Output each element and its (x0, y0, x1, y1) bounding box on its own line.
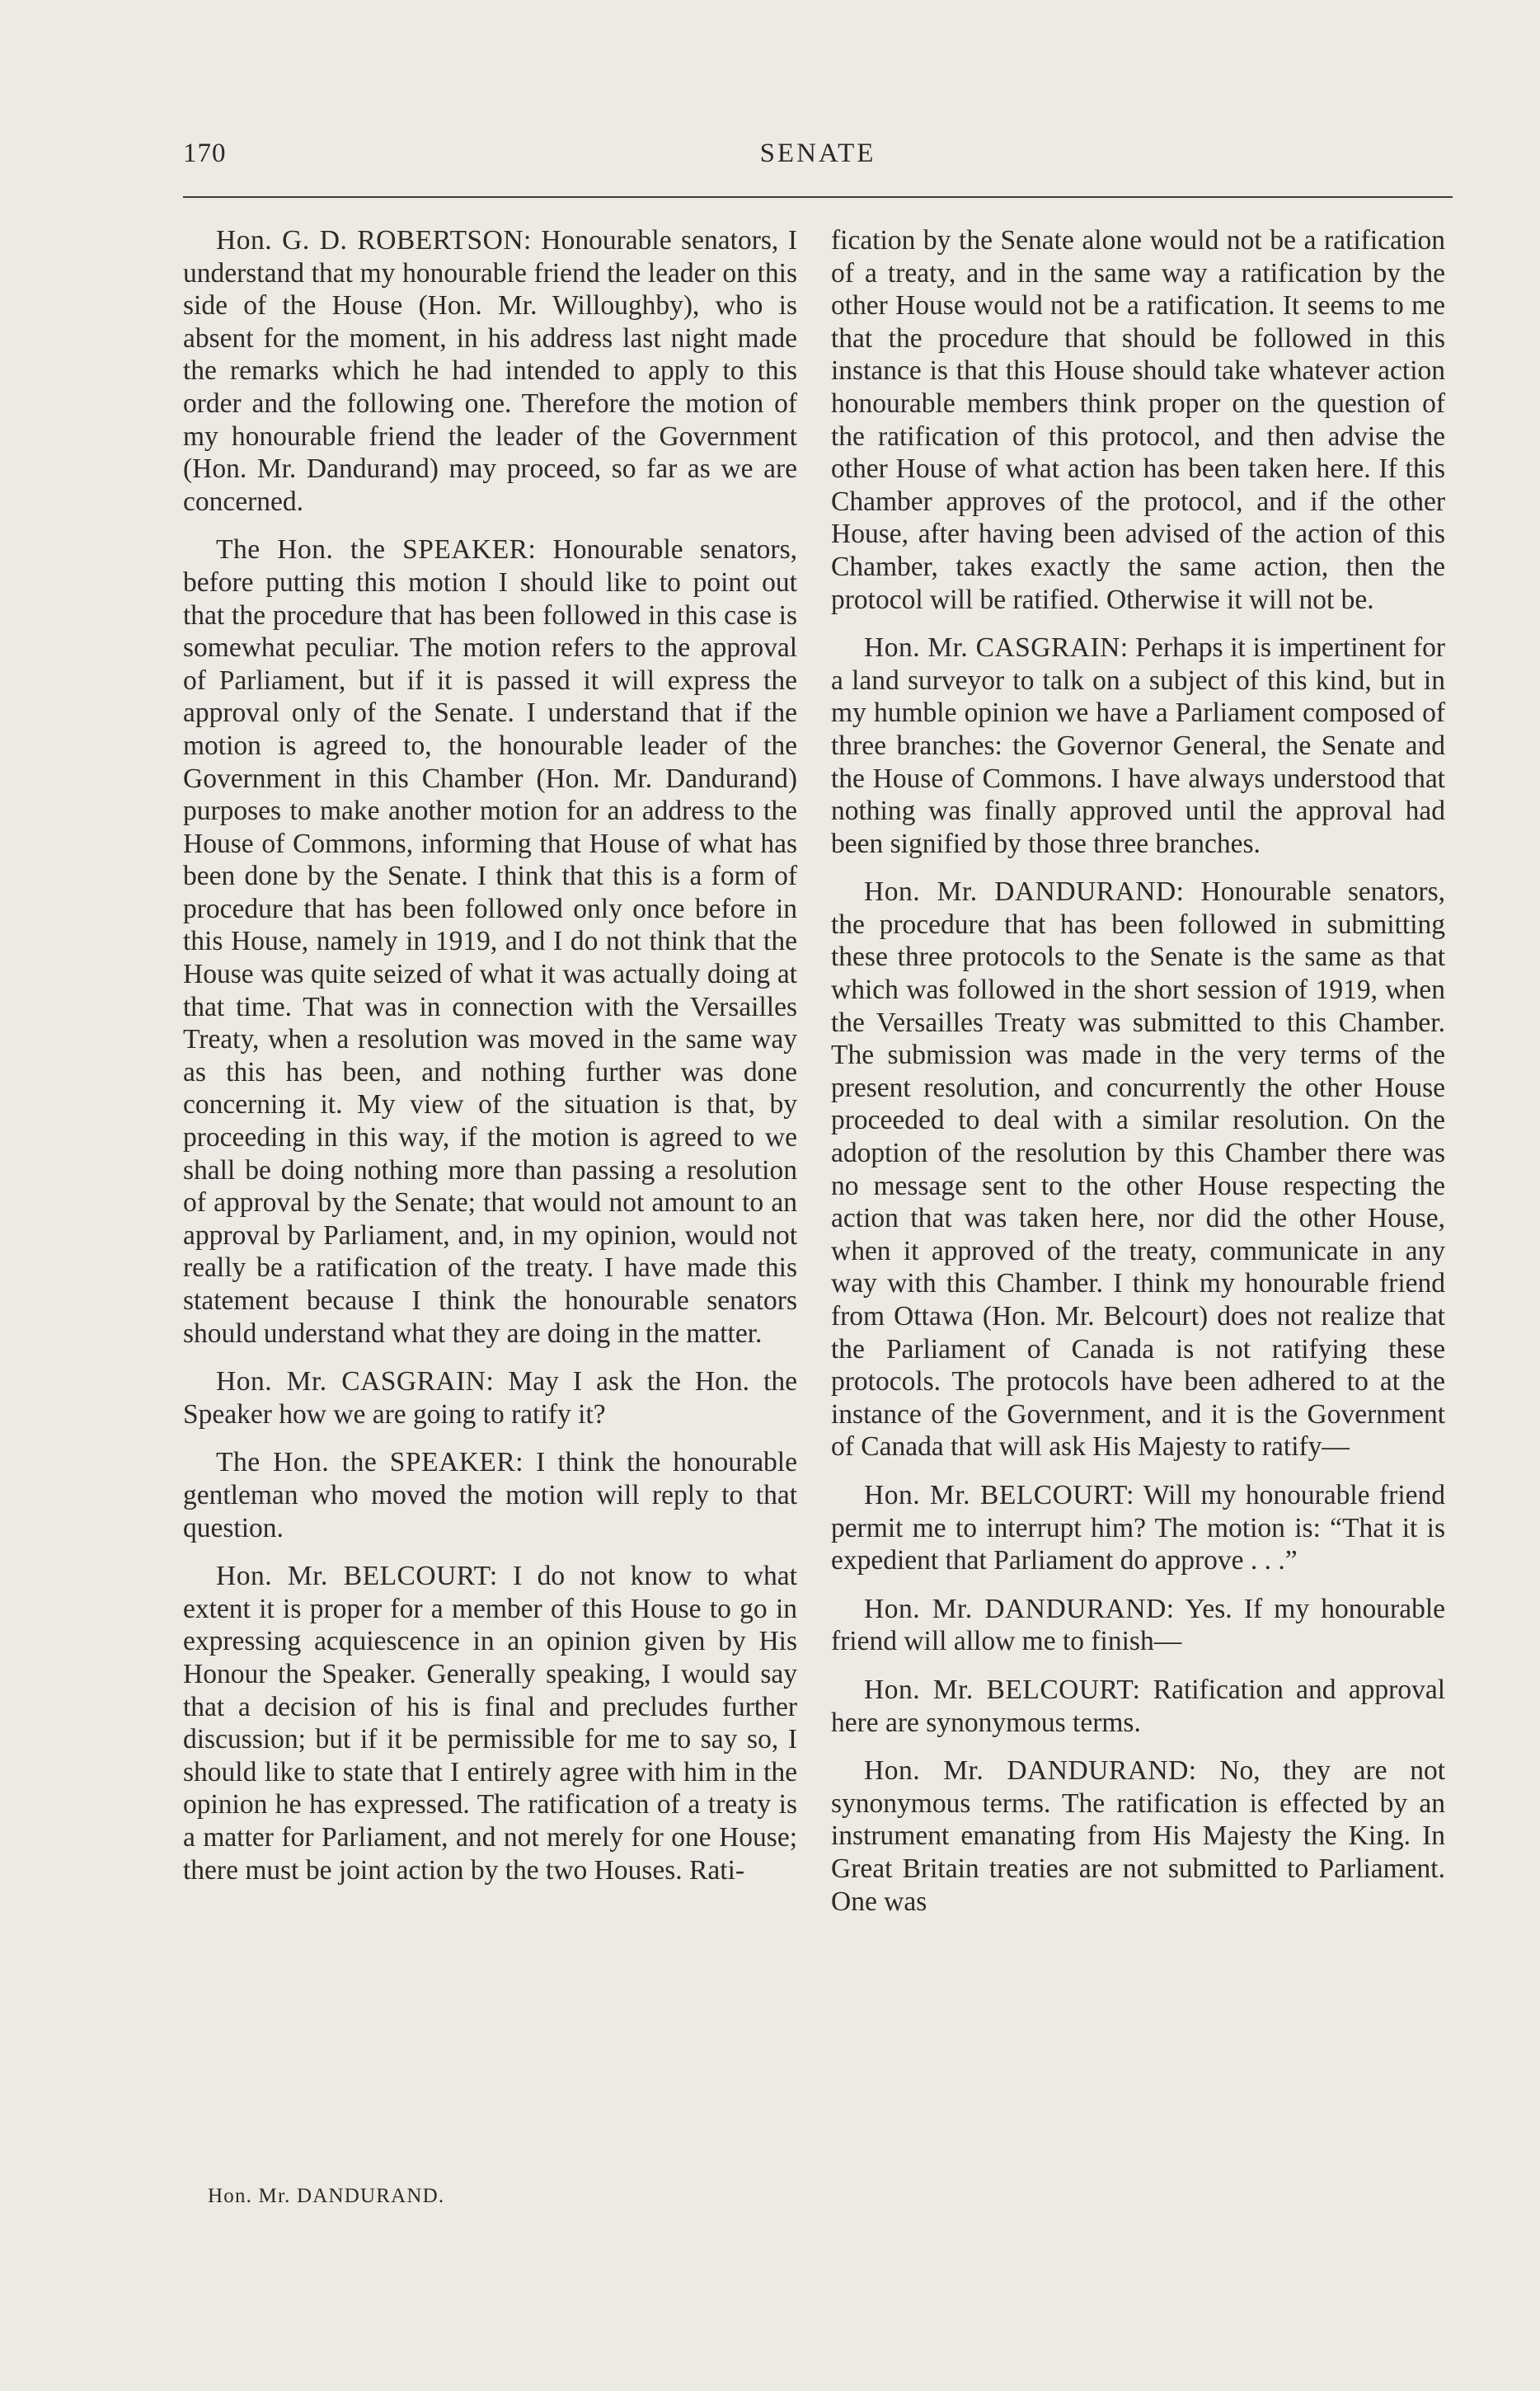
paragraph (183, 224, 797, 518)
speaker-name: Hon. Mr. DANDURAND: (864, 876, 1185, 908)
speaker-name: Hon. Mr. CASGRAIN: (864, 632, 1129, 664)
left-column (183, 224, 797, 1902)
speaker-name: Hon. G. D. ROBERTSON: (216, 225, 532, 256)
speaker-name: The Hon. the SPEAKER: (216, 1447, 524, 1478)
speaker-name: Hon. Mr. BELCOURT: (864, 1479, 1134, 1510)
running-head: SENATE (759, 139, 876, 168)
paragraph (183, 1365, 797, 1430)
paragraph (831, 1479, 1445, 1577)
paragraph (831, 876, 1445, 1463)
speech-text: Honourable senators, before putting this motion I should like to point out that the procedure that has been followed in this case is somewhat peculiar. The motion refers to the approval of Parliament, but if it is passed it will express the approval only of the Senate. I understand that if the motion is agreed to, the honourable leader of the Government in this Chamber (Hon. Mr. Dandurand) purposes to make another motion for an address to the House of Commons, informing that House of what has been done by the Senate. I think that this is a form of procedure that has been followed only once before in this House, namely in 1919, and I do not think that the House was quite seized of what it was actually doing at that time. That was in connection with the Versailles Treaty, when a resolution was moved in the same way as this has been, and nothing further was done concerning it. My view of the situation is that, by proceeding in this way, if the motion is agreed to we shall be doing nothing more than passing a resolution of approval by the Senate; that would not amount to an approval by Parliament, and, in my opinion, would not really be a ratification of the treaty. I have made this statement because I think the honourable senators should understand what they are doing in the matter. (183, 534, 798, 1349)
paragraph (183, 1446, 797, 1544)
paragraph (831, 632, 1445, 860)
speech-text: No, they are not synonymous terms. The ratification is effected by an instrument emanating from His Majesty the King. In Great Britain treaties are not submitted to Parliament. One was (831, 1755, 1446, 1917)
page-header (183, 139, 1453, 180)
speaker-name: Hon. Mr. CASGRAIN: (216, 1366, 495, 1397)
speaker-name: Hon. Mr. BELCOURT: (864, 1674, 1141, 1705)
page-number: 170 (183, 139, 227, 168)
paragraph (183, 533, 797, 1350)
speech-text: Perhaps it is impertinent for a land surveyor to talk on a subject of this kind, but in my humble opinion we have a Parliament composed of three branches: the Governor General, the Senate and the House of Commons. I have always understood that nothing was finally approved until the approval had been signified by those three branches. (831, 632, 1446, 859)
right-column (831, 224, 1445, 1933)
speaker-name: Hon. Mr. BELCOURT: (216, 1561, 498, 1592)
speech-text: Ratification and approval here are synonymous terms. (831, 1674, 1445, 1738)
speech-text: I think the honourable gentleman who moved the motion will reply to that question. (183, 1447, 797, 1543)
speaker-name: Hon. Mr. DANDURAND: (864, 1593, 1175, 1624)
speech-text: Yes. If my honourable friend will allow me to finish— (831, 1593, 1445, 1657)
paragraph-continuation (831, 224, 1445, 616)
footer-catchword: Hon. Mr. DANDURAND. (208, 2185, 445, 2207)
speech-text: I do not know to what extent it is proper for a member of this House to go in expressing acquiescence in an opinion given by His Honour the Speaker. Generally speaking, I would say that a decision of his is final and precludes further discussion; but if it be permissible for me to say so, I should like to state that I entirely agree with him in the opinion he has expressed. The ratification of a treaty is a matter for Parliament, and not merely for one House; there must be joint action by the two Houses. Rati- (183, 1561, 797, 1886)
paragraph (831, 1674, 1445, 1739)
speech-text: Honourable senators, the procedure that has been followed in submitting these three protocols to the Senate is the same as that which was followed in the short session of 1919, when the Versailles Treaty was submitted to this Chamber. The submission was made in the very terms of the present resolution, and concurrently the other House proceeded to deal with a similar resolution. On the adoption of the resolution by this Chamber there was no message sent to the other House respecting the action that was taken here, nor did the other House, when it approved of the treaty, communicate in any way with this Chamber. I think my honourable friend from Ottawa (Hon. Mr. Belcourt) does not realize that the Parliament of Canada is not ratifying these protocols. The protocols have been adhered to at the instance of the Government, and it is the Government of Canada that will ask His Majesty to ratify— (831, 876, 1446, 1463)
speech-text: Honourable senators, I understand that my honourable friend the leader on this side of the House (Hon. Mr. Willoughby), who is absent for the moment, in his address last night made the remarks which he had intended to apply to this order and the following one. Therefore the motion of my honourable friend the leader of the Government (Hon. Mr. Dandurand) may proceed, so far as we are concerned. (183, 225, 797, 517)
speech-text: May I ask the Hon. the Speaker how we are going to ratify it? (183, 1366, 798, 1430)
paragraph (183, 1560, 797, 1886)
speech-text: fication by the Senate alone would not be a ratification of a treaty, and in the same way a ratification by the other House would not be a ratification. It seems to me that the procedure that should be followed in this instance is that this House should take whatever action honourable members think proper on the question of the ratification of this protocol, and then advise the other House of what action has been taken here. If this Chamber approves of the protocol, and if the other House, after having been advised of the action of this Chamber, takes exactly the same action, then the protocol will be ratified. Otherwise it will not be. (831, 225, 1445, 615)
speaker-name: Hon. Mr. DANDURAND: (864, 1755, 1197, 1787)
paragraph (831, 1754, 1445, 1918)
speech-text: Will my honourable friend permit me to interrupt him? The motion is: “That it is expedient that Parliament do approve . . .” (831, 1479, 1445, 1576)
speaker-name: The Hon. the SPEAKER: (216, 534, 537, 566)
header-rule (183, 196, 1453, 198)
paragraph (831, 1593, 1445, 1658)
